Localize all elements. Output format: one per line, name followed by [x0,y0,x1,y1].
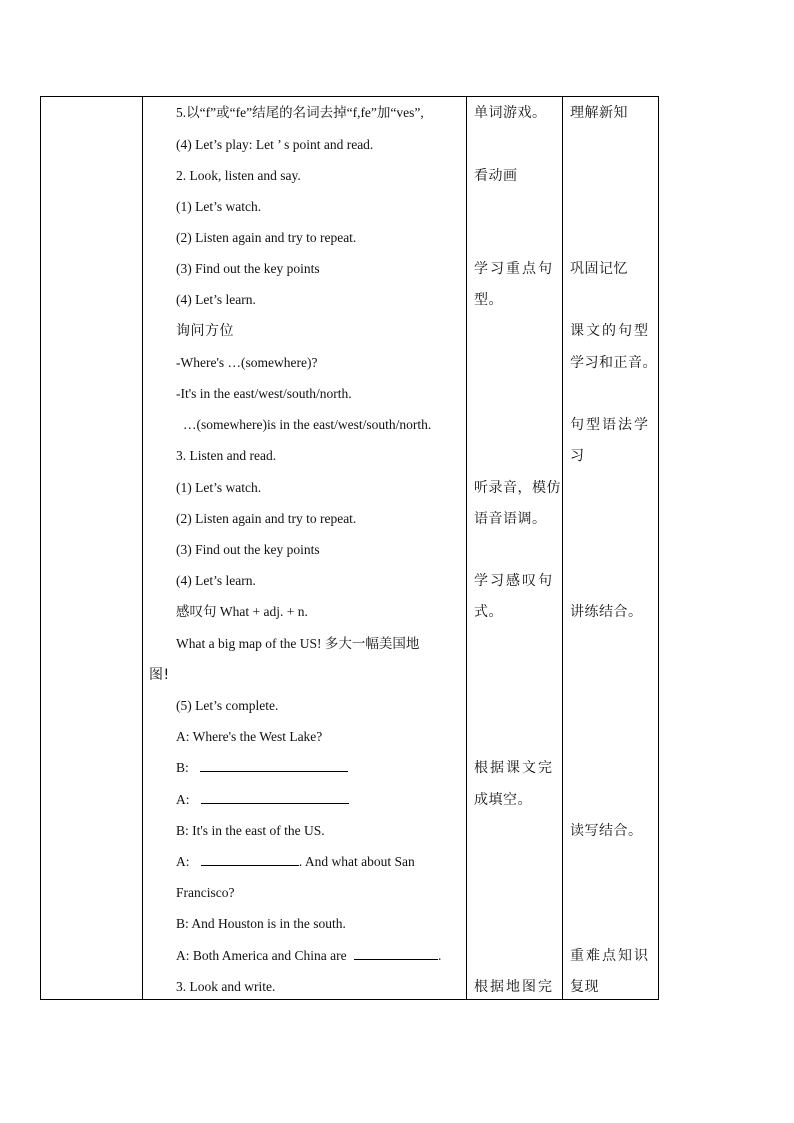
procedure-line: 3. Listen and read. [176,448,277,463]
activity-line: 单词游戏。 [474,105,547,121]
dialogue-speaker: A: [176,792,190,807]
procedure-line: What a big map of the US! 多大一幅美国地 [176,636,420,651]
intent-line: 巩固记忆 [570,261,628,277]
procedure-line: 5.以“f”或“fe”结尾的名词去掉“f,fe”加“ves”, [176,105,424,120]
activity-line: 根据课文完 [474,760,554,776]
procedure-line: 3. Look and write. [176,979,276,994]
procedure-line: (2) Listen again and try to repeat. [176,511,357,526]
dialogue-speaker: B: [176,760,189,775]
procedure-line [176,852,415,872]
procedure-line [176,790,349,810]
intent-line: 重难点知识 [570,948,650,964]
intent-line: 复现 [570,979,599,995]
procedure-line: -It's in the east/west/south/north. [176,386,352,401]
fill-blank[interactable] [201,791,349,804]
procedure-line [176,758,348,778]
procedure-line: -Where's …(somewhere)? [176,355,318,370]
procedure-line: (4) Let’s play: Let ’ s point and read. [176,137,374,152]
intent-line: 理解新知 [570,105,628,121]
fill-blank[interactable] [200,759,348,772]
procedure-line: A: Where's the West Lake? [176,729,323,744]
procedure-line: (5) Let’s complete. [176,698,279,713]
activity-line: 听录音，模仿 [474,480,561,496]
activity-line: 式。 [474,604,503,620]
procedure-line: (2) Listen again and try to repeat. [176,230,357,245]
activity-line: 学习感叹句 [474,573,554,589]
procedure-line: 询问方位 [176,323,234,339]
procedure-line: (1) Let’s watch. [176,480,262,495]
intent-line: 学习和正音。 [570,355,657,371]
procedure-line: (1) Let’s watch. [176,199,262,214]
dialogue-speaker: A: [176,854,190,869]
procedure-line: …(somewhere)is in the east/west/south/north. [183,417,432,432]
procedure-line [176,946,441,966]
activity-line: 语音语调。 [474,511,547,527]
procedure-line: (3) Find out the key points [176,542,320,557]
intent-line: 讲练结合。 [570,604,643,620]
column-divider [142,97,143,999]
procedure-line: (4) Let’s learn. [176,573,256,588]
procedure-line: (4) Let’s learn. [176,292,256,307]
intent-line: 句型语法学 [570,417,650,433]
activity-line: 学习重点句 [474,261,554,277]
dialogue-text: . [437,948,442,963]
lesson-plan-table [40,96,659,1000]
dialogue-text: . And what about San [298,854,415,869]
intent-line: 读写结合。 [570,823,643,839]
activity-line: 看动画 [474,168,518,184]
activity-line: 型。 [474,292,503,308]
fill-blank[interactable] [201,853,299,866]
procedure-line: Francisco? [176,885,235,900]
column-divider [562,97,563,999]
intent-line: 课文的句型 [570,323,650,339]
intent-line: 习 [570,448,585,464]
procedure-line: B: And Houston is in the south. [176,916,346,931]
procedure-line: 2. Look, listen and say. [176,168,301,183]
activity-line: 根据地图完 [474,979,554,995]
procedure-line: (3) Find out the key points [176,261,320,276]
dialogue-text: A: Both America and China are [176,948,347,963]
column-divider [466,97,467,999]
activity-line: 成填空。 [474,792,532,808]
procedure-line: 图! [149,667,170,683]
procedure-line: B: It's in the east of the US. [176,823,325,838]
procedure-line: 感叹句 What + adj. + n. [176,604,308,619]
fill-blank[interactable] [354,947,438,960]
